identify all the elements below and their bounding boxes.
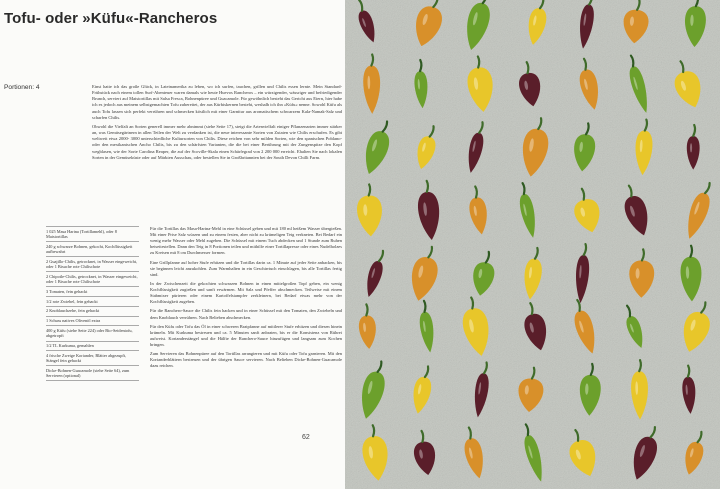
method-step: Eine Grillpfanne auf hoher Stufe erhitzen und die Tortillas darin ca. 1 Minute auf jeder Seite anbacken, bis sie beginnen leicht anzukohlen. Zum Warmhalten in ein Geschirrtuch einschlagen, bis alle Tortillas fertig sind. [150,259,342,277]
method-step: Für die Tortillas das Masa-Harina-Mehl in eine Schüssel geben und mit 180 ml heißem Wasser übergießen. Mit einer Prise Salz würzen und zu einem festen, aber nicht zu krümeligen Teig verkneten. Bei Bedarf ein wenig mehr Wasser oder Mehl zugeben. Die Schüssel mit einem Tuch abdecken und 1 Stunde zum Ruhen beiseitestellen. Dann den Teig in 8 Portionen teilen und mithilfe einer Tortillapresse oder eines Nudelholzes zu Kreisen mit 8 cm Durchmesser formen. [150,226,342,256]
ingredient-item: 3 Tomaten, fein gehackt [46,286,139,296]
intro-paragraph: Obwohl die Vielfalt an Sorten generell immer mehr abnimmt (siehe Seite 17), steigt die Artenvielfalt einiger Pflanzenarten immer stärker an, was Gemüsegärtnern in allen Teilen der Welt zu verdanken ist, die neue interessante Sorten von Zutaten wie Chilis erschufen. Es gibt weltweit etwa 2000- 3000 unterschiedliche Kultursorten von Chilis. Diese reichen von sehr milden Sorten, wie den spanischen Poblano- oder den mexikanischen Ancho Chilis, bis zu den schärfsten Varianten, die die bei einer Berührung mit der Zungenspitze den Kopf wegblasen, wie der Sorte Carolina Reaper, die auf der Scoville-Skala einen Schärfegrad von 2 200 000 erreicht. Ehalten Sie nach lokalen Sorten in der Gemüseküste oder auf Märkten Ausschau, oder bestellen Sie in Großbritannien bei der South Devon Chilli Farm. [92,123,342,160]
ingredient-item: 1/2 rote Zwiebel, fein gehackt [46,296,139,306]
chili-photo-image [345,0,720,489]
recipe-title: Tofu- oder »Küfu«-Rancheros [4,10,218,27]
left-page [0,0,345,489]
ingredient-item: 2 Chipotle-Chilis, getrocknet, in Wasser eingeweicht, oder 1 Bisuche rote Chilischote [46,271,139,286]
method-step: Für den Küfu oder Tofu das Öl in einer schweren Bratpfanne auf mittlerer Stufe erhitzen und diesen hinein krümeln. Mit Kurkuma bestreuen und ca. 5 Minuten sanft anbraten, bis er die Konsistenz von Rührei aufweist. Korianderstängel und die Hälfte der Ranchero-Sauce hinzufügen und langsam zum Kochen bringen. [150,323,342,347]
intro-paragraph: Einst hatte ich das große Glück, in Lateinamerika zu leben, wo ich surfen, tauchen, grillen und Chilis essen lernte. Mein Standard-Frühstück nach einem tollen Surf-Abenteuer waren damals wie heute Huevos Rancheros – ein würzigender, wässriger und befriedigender Brunch, serviert auf Maistortillas mit Salsa Fresca, Bohnenpüree und Guacamole. Für gewöhnlich besteht das Gericht aus Eiern, hier habe ich es jedoch aus meinem selbstgemachten Tofu zubereitet, der aus Kürbiskernen besteht, weshalb ich ihn »Küfu« nenne. Sowohl Küfu als auch Tofu lassen sich perfekt verrühren und schmecken köstlich mit einer Garnitur aus aromatischem schwarzem Kala-Namak-Salz und scharfen Chilis. [92,84,342,120]
chili-photo [345,0,720,489]
method-steps [150,226,342,373]
ingredient-item: 4 frische Zweige Koriander, Blätter abgezupft, Stängel fein gehackt [46,350,139,365]
ingredient-item: 1 025 Masa Harina (Tortillamehl), oder 8 Maistortillas [46,226,139,241]
ingredient-item: 240 g schwarze Bohnen, gekocht, Kochflüssigkeit aufbewahrt [46,241,139,256]
ingredient-item: 400 g Küfu (siehe Seite 224) oder Bio-Seidentofu, abgetropft [46,325,139,340]
portions-label: Portionen: 4 [4,84,40,91]
ingredient-item: 1 Schuss natives Olivenöl extra [46,316,139,326]
ingredient-item: 2 Knoblauchzehe, fein gehackt [46,306,139,316]
intro-text [92,84,342,164]
method-step: Für die Ranchero-Sauce die Chilis fein hacken und in einer Schüssel mit den Tomaten, den Zwiebeln und dem Knoblauch verrühren. Nach Belieben abschmecken. [150,308,342,320]
page-number: 62 [302,434,310,441]
method-step: Zum Servieren das Bohnenpüree auf den Tortillas arrangieren und mit Küfu oder Tofu garnieren. Mit den Korianderblättern bestreuen und der übrigen Sauce servieren. Nach Belieben Dicke-Bohnen-Guacamole dazu reichen. [150,351,342,369]
ingredient-item: 2 Guajillo-Chilis, getrocknet, in Wasser eingeweicht, oder 1 Bisuche rote Chilischote [46,256,139,271]
ingredients-list [46,226,139,381]
ingredient-item: Dicke-Bohnen-Guacamole (siehe Seite 64), zum Servieren (optional) [46,365,139,381]
chili-highlight [690,143,692,152]
method-step: In der Zwischenzeit die gekochten schwarzen Bohnen in einen mittelgroßen Topf geben, ein wenig Kochflüssigkeit zugießen und sanft erwärmen. Mit Salz und Pfeffer abschmecken. Teilweise mit einem Stabmixer pürieren oder einem Kartoffelstampfer zerkleinern, bei Bedarf etwas mehr von der Kochflüssigkeit zugeben. [150,280,342,305]
ingredient-item: 1/2 TL Kurkuma, gemahlen [46,341,139,351]
